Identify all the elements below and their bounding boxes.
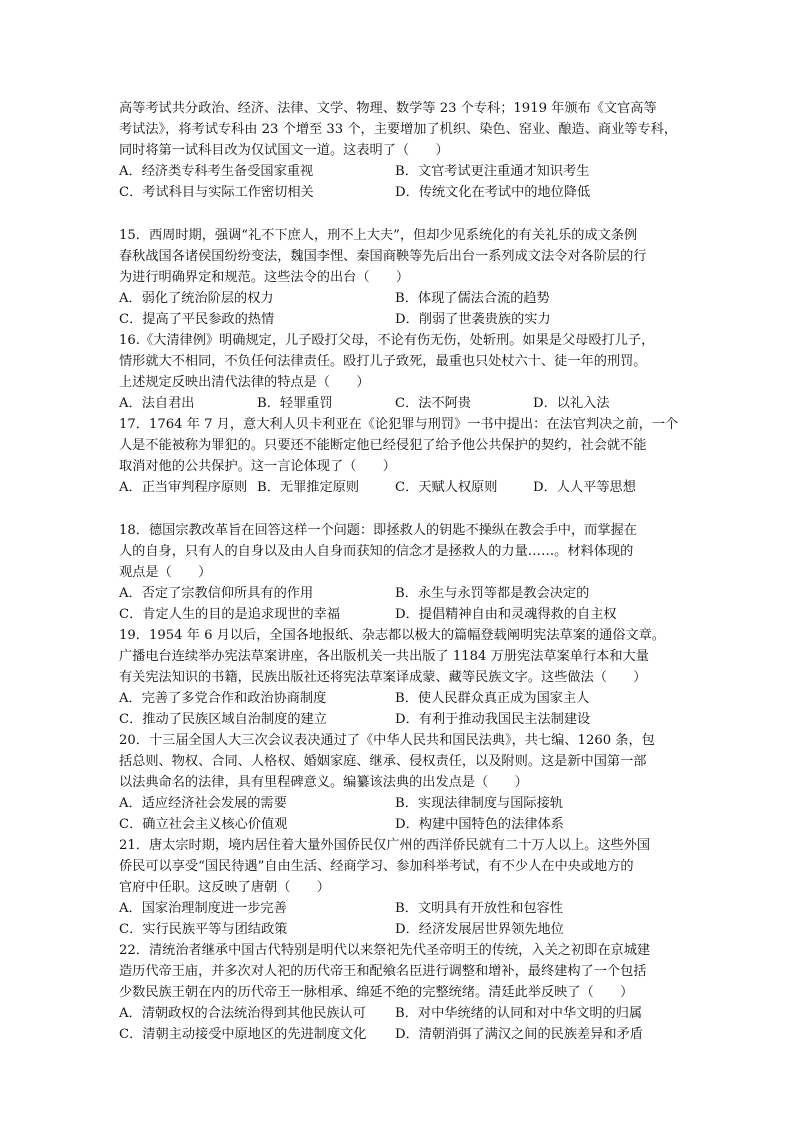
option-d[interactable]: D．清朝消弭了满汉之间的民族差异和矛盾: [395, 1027, 643, 1042]
question-20: [119, 730, 679, 835]
option-d[interactable]: D．提倡精神自由和灵魂得救的自主权: [395, 607, 617, 622]
question-15: [119, 225, 679, 330]
option-row: [119, 814, 679, 835]
option-row: [119, 583, 679, 604]
option-a[interactable]: A．清朝政权的合法统治得到其他民族认可: [119, 1006, 366, 1021]
question-stem-line: 16.《大清律例》明确规定，儿子殴打父母，不论有伤无伤，处斩刑。如果是父母殴打儿子，: [119, 333, 655, 348]
option-row: [119, 1024, 679, 1045]
question-stem-line: 官府中任职。这反映了唐朝（ ）: [119, 880, 330, 895]
option-a[interactable]: A．国家治理制度进一步完善: [119, 901, 287, 916]
question-stem-line: 15．西周时期，强调“礼不下庶人，刑不上大夫”，但却少见系统化的有关礼乐的成文条例: [119, 228, 638, 243]
option-row: [119, 288, 679, 309]
option-row: [119, 1003, 679, 1024]
question-stem-line: 人的自身，只有人的自身以及由人自身而获知的信念才是拯救人的力量……。材料体现的: [119, 544, 634, 559]
option-c[interactable]: C．法不阿贵: [395, 396, 472, 411]
option-row: [119, 309, 679, 330]
question-stem-line: 有关宪法知识的书籍，民族出版社还将宪法草案译成蒙、藏等民族文字。这些做法（ ）: [119, 670, 647, 685]
question-stem-line: 侨民可以享受“国民待遇”自由生活、经商学习、参加科举考试，有不少人在中央或地方的: [119, 859, 634, 874]
option-d[interactable]: D．有利于推动我国民主法制建设: [395, 712, 591, 727]
option-row: [119, 898, 679, 919]
spacer: [119, 203, 679, 225]
option-c[interactable]: C．天赋人权原则: [395, 480, 498, 495]
question-stem-line: 广播电台连续举办宪法草案讲座，各出版机关一共出版了 1184 万册宪法草案单行本和大量: [119, 649, 649, 664]
option-c[interactable]: C．肯定人生的目的是追求现世的幸福: [119, 607, 341, 622]
option-d[interactable]: D．以礼入法: [533, 396, 610, 411]
option-row: [119, 793, 679, 814]
question-stem-line: 以法典命名的法律，具有里程碑意义。编纂该法典的出发点是（ ）: [119, 775, 528, 790]
question-19: [119, 625, 679, 730]
question-stem-line: 考试法》，将考试专科由 23 个增至 33 个，主要增加了机织、染色、窑业、酿造、商业等专科，: [119, 122, 678, 137]
option-row: [119, 393, 679, 414]
option-d[interactable]: D．构建中国特色的法律体系: [395, 817, 564, 832]
option-c[interactable]: C．实行民族平等与团结政策: [119, 922, 288, 937]
option-b[interactable]: B．文明具有开放性和包容性: [395, 901, 563, 916]
question-14: [119, 98, 679, 203]
option-a[interactable]: A．经济类专科考生备受国家重视: [119, 164, 314, 179]
option-b[interactable]: B．无罪推定原则: [257, 480, 360, 495]
option-a[interactable]: A．适应经济社会发展的需要: [119, 796, 287, 811]
option-b[interactable]: B．实现法律制度与国际接轨: [395, 796, 563, 811]
question-stem-line: 人是不能被称为罪犯的。只要还不能断定他已经侵犯了给予他公共保护的契约，社会就不能: [119, 438, 647, 453]
spacer: [119, 498, 679, 520]
option-d[interactable]: D．削弱了世袭贵族的实力: [395, 312, 551, 327]
option-b[interactable]: B．文官考试更注重通才知识考生: [395, 164, 590, 179]
option-row: [119, 709, 679, 730]
option-a[interactable]: A．弱化了统治阶层的权力: [119, 291, 274, 306]
question-stem-line: 同时将第一试科目改为仅试国文一道。这表明了（ ）: [119, 143, 449, 158]
option-row: [119, 477, 679, 498]
option-c[interactable]: C．考试科目与实际工作密切相关: [119, 185, 314, 200]
question-stem-line: 情形就大不相同，不负任何法律责任。殴打儿子致死，最重也只处杖六十、徒一年的刑罚。: [119, 354, 647, 369]
question-stem-line: 22．清统治者继承中国古代特别是明代以来祭祀先代圣帝明王的传统，入关之初即在京城建: [119, 943, 651, 958]
exam-page: [119, 98, 679, 1045]
question-stem-line: 高等考试共分政治、经济、法律、文学、物理、数学等 23 个专科；1919 年颁布《文官高等: [119, 101, 657, 116]
option-c[interactable]: C．推动了民族区域自治制度的建立: [119, 712, 327, 727]
question-stem-line: 18．德国宗教改革旨在回答这样一个问题：即拯救人的钥匙不操纵在教会手中，而掌握在: [119, 523, 637, 538]
question-stem-line: 17．1764 年 7 月，意大利人贝卡利亚在《论犯罪与刑罚》一书中提出：在法官判决之前，一个: [119, 417, 679, 432]
option-b[interactable]: B．永生与永罚等都是教会决定的: [395, 586, 590, 601]
question-stem-line: 取消对他的公共保护。这一言论体现了（ ）: [119, 459, 396, 474]
option-d[interactable]: D．传统文化在考试中的地位降低: [395, 185, 591, 200]
option-d[interactable]: D．人人平等思想: [533, 480, 636, 495]
option-row: [119, 604, 679, 625]
option-d[interactable]: D．经济发展居世界领先地位: [395, 922, 564, 937]
option-row: [119, 919, 679, 940]
question-stem-line: 括总则、物权、合同、人格权、婚姻家庭、继承、侵权责任，以及附则。这是新中国第一部: [119, 754, 647, 769]
option-c[interactable]: C．确立社会主义核心价值观: [119, 817, 288, 832]
question-17: [119, 414, 679, 498]
option-a[interactable]: A．正当审判程序原则: [119, 480, 248, 495]
question-16: [119, 330, 679, 414]
option-b[interactable]: B．轻罪重罚: [257, 396, 333, 411]
question-stem-line: 19．1954 年 6 月以后，全国各地报纸、杂志都以极大的篇幅登载阐明宪法草案的通俗文章。: [119, 628, 666, 643]
question-stem-line: 观点是（ ）: [119, 565, 212, 580]
question-stem-line: 21．唐太宗时期，境内居住着大量外国侨民仅广州的西洋侨民就有二十万人以上。这些外国: [119, 838, 651, 853]
option-c[interactable]: C．清朝主动接受中原地区的先进制度文化: [119, 1027, 367, 1042]
option-b[interactable]: B．体现了儒法合流的趋势: [395, 291, 550, 306]
option-b[interactable]: B．使人民群众真正成为国家主人: [395, 691, 590, 706]
option-b[interactable]: B．对中华统绪的认同和对中华文明的归属: [395, 1006, 643, 1021]
option-row: [119, 161, 679, 182]
question-stem-line: 造历代帝王庙，并多次对人祀的历代帝王和配飨名臣进行调整和增补，最终建构了一个包括: [119, 964, 647, 979]
option-a[interactable]: A．完善了多党合作和政治协商制度: [119, 691, 327, 706]
question-stem-line: 少数民族王朝在内的历代帝王一脉相承、绵延不绝的完整统绪。清廷此举反映了（ ）: [119, 985, 634, 1000]
option-a[interactable]: A．法自君出: [119, 396, 195, 411]
question-21: [119, 835, 679, 940]
question-stem-line: 为进行明确界定和规范。这些法令的出台（ ）: [119, 270, 410, 285]
option-c[interactable]: C．提高了平民参政的热情: [119, 312, 275, 327]
question-18: [119, 520, 679, 625]
option-row: [119, 182, 679, 203]
option-a[interactable]: A．否定了宗教信仰所具有的作用: [119, 586, 314, 601]
question-stem-line: 春秋战国各诸侯国纷纷变法，魏国李悝、秦国商鞅等先后出台一系列成文法令对各阶层的行: [119, 249, 647, 264]
question-stem-line: 20．十三届全国人大三次会议表决通过了《中华人民共和国民法典》，共七编、1260 条，包: [119, 733, 655, 748]
question-22: [119, 940, 679, 1045]
option-row: [119, 688, 679, 709]
question-stem-line: 上述规定反映出清代法律的特点是（ ）: [119, 375, 370, 390]
